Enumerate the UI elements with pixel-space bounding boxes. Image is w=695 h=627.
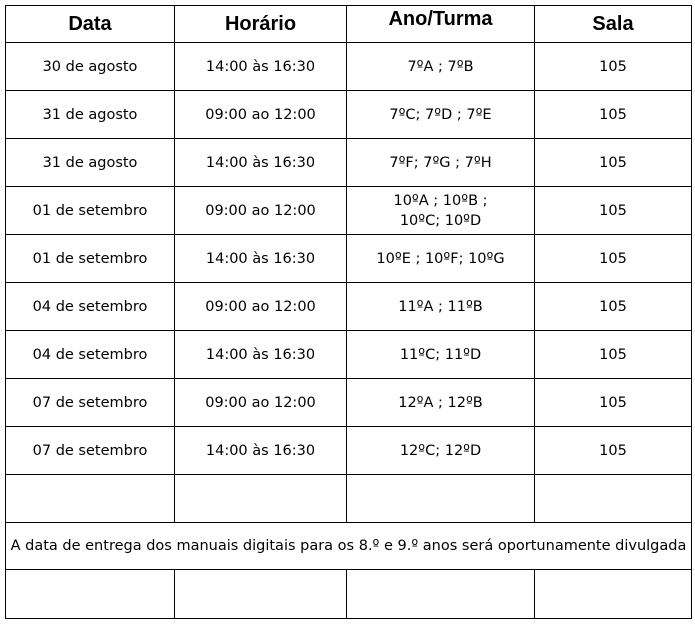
cell-sala: 105 xyxy=(535,43,692,91)
cell-sala: 105 xyxy=(535,379,692,427)
header-horario: Horário xyxy=(175,6,347,43)
empty-cell xyxy=(347,570,535,619)
cell-turma: 11ºA ; 11ºB xyxy=(347,283,535,331)
cell-data: 31 de agosto xyxy=(6,91,175,139)
empty-cell xyxy=(535,475,692,523)
cell-turma: 7ºF; 7ºG ; 7ºH xyxy=(347,139,535,187)
cell-data: 31 de agosto xyxy=(6,139,175,187)
empty-cell xyxy=(6,475,175,523)
table-row xyxy=(6,427,692,475)
cell-sala: 105 xyxy=(535,427,692,475)
cell-horario: 09:00 ao 12:00 xyxy=(175,91,347,139)
cell-turma: 7ºC; 7ºD ; 7ºE xyxy=(347,91,535,139)
cell-turma: 7ºA ; 7ºB xyxy=(347,43,535,91)
cell-turma: 10ºA ; 10ºB ; 10ºC; 10ºD xyxy=(347,187,535,235)
empty-cell xyxy=(535,570,692,619)
cell-horario: 14:00 às 16:30 xyxy=(175,427,347,475)
table-row xyxy=(6,235,692,283)
header-sala: Sala xyxy=(535,6,692,43)
schedule-table xyxy=(5,5,692,619)
cell-horario: 14:00 às 16:30 xyxy=(175,331,347,379)
cell-horario: 09:00 ao 12:00 xyxy=(175,379,347,427)
cell-data: 01 de setembro xyxy=(6,235,175,283)
table-row xyxy=(6,379,692,427)
table-row xyxy=(6,139,692,187)
empty-cell xyxy=(347,475,535,523)
cell-data: 04 de setembro xyxy=(6,283,175,331)
cell-horario: 14:00 às 16:30 xyxy=(175,235,347,283)
cell-horario: 09:00 ao 12:00 xyxy=(175,187,347,235)
note-row xyxy=(6,523,692,570)
cell-turma: 11ºC; 11ºD xyxy=(347,331,535,379)
table-row xyxy=(6,91,692,139)
cell-data: 04 de setembro xyxy=(6,331,175,379)
cell-turma: 12ºC; 12ºD xyxy=(347,427,535,475)
cell-turma: 10ºE ; 10ºF; 10ºG xyxy=(347,235,535,283)
empty-row xyxy=(6,570,692,619)
cell-sala: 105 xyxy=(535,139,692,187)
empty-cell xyxy=(175,570,347,619)
table-row xyxy=(6,331,692,379)
header-data: Data xyxy=(6,6,175,43)
cell-horario: 09:00 ao 12:00 xyxy=(175,283,347,331)
cell-horario: 14:00 às 16:30 xyxy=(175,139,347,187)
cell-sala: 105 xyxy=(535,187,692,235)
cell-horario: 14:00 às 16:30 xyxy=(175,43,347,91)
empty-row xyxy=(6,475,692,523)
cell-sala: 105 xyxy=(535,91,692,139)
cell-sala: 105 xyxy=(535,283,692,331)
cell-sala: 105 xyxy=(535,235,692,283)
cell-turma: 12ºA ; 12ºB xyxy=(347,379,535,427)
cell-sala: 105 xyxy=(535,331,692,379)
cell-data: 30 de agosto xyxy=(6,43,175,91)
table-row xyxy=(6,283,692,331)
header-row xyxy=(6,6,692,43)
table-row xyxy=(6,187,692,235)
cell-data: 01 de setembro xyxy=(6,187,175,235)
empty-cell xyxy=(175,475,347,523)
cell-data: 07 de setembro xyxy=(6,427,175,475)
cell-data: 07 de setembro xyxy=(6,379,175,427)
table-row xyxy=(6,43,692,91)
header-ano-turma: Ano/Turma xyxy=(347,6,535,43)
empty-cell xyxy=(6,570,175,619)
note-text: A data de entrega dos manuais digitais para os 8.º e 9.º anos será oportunamente divulgada xyxy=(6,523,692,570)
